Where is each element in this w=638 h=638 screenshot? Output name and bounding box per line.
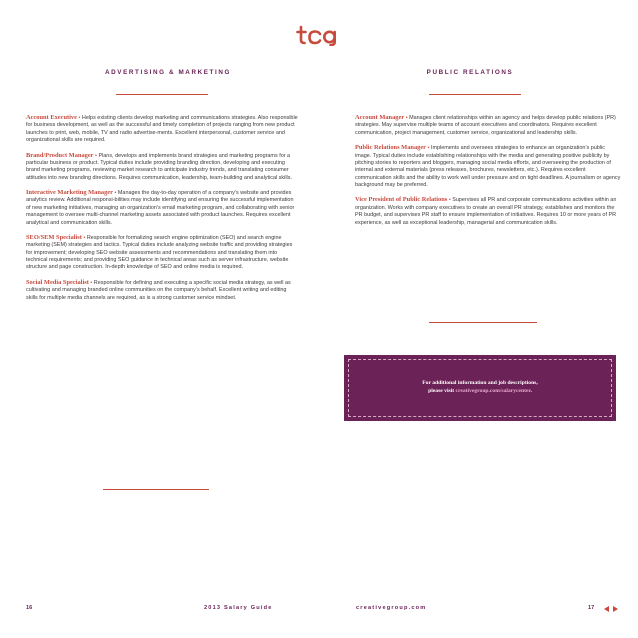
job-title: Account Manager xyxy=(355,114,405,121)
callout-suffix: . xyxy=(530,388,532,394)
job-title: Brand/Product Manager xyxy=(26,151,94,159)
separator: • xyxy=(81,235,87,242)
salary-center-callout xyxy=(344,355,616,421)
page-number-left: 16 xyxy=(26,605,33,611)
job-title: Account Executive xyxy=(26,114,77,121)
heading-rule-left xyxy=(116,94,208,95)
callout-line-2 xyxy=(344,387,616,395)
separator: • xyxy=(447,197,453,204)
job-title: SEO/SEM Specialist xyxy=(26,234,82,242)
callout-text xyxy=(344,379,616,395)
page-number-right: 17 xyxy=(588,605,595,611)
job-description: Responsible for defining and executing a specific social media strategy, as well as cultivating and managing branded online communities on the company’s behalf. Excellent writing and editing skills for multiple media channels are required, as is a strong customer service mindset. xyxy=(26,279,291,301)
section-heading-public-relations: PUBLIC RELATIONS xyxy=(426,69,514,76)
bottom-rule-right xyxy=(429,322,537,323)
separator: • xyxy=(93,152,99,159)
job-entry-public-relations-manager xyxy=(355,144,621,189)
separator: • xyxy=(112,190,118,197)
triangle-right-icon[interactable] xyxy=(613,606,618,612)
triangle-left-icon[interactable] xyxy=(604,606,609,612)
job-entry-account-executive xyxy=(26,114,298,144)
job-description: Supervises all PR and corporate communications activities within an organization. Works with company executives to create an overall PR strategy, establishes and monitors the PR budget, and supervises PR staff to ensure implementation of initiatives. Requires 10 or more years of PR experience, as well as exceptional leadership, managerial and communication skills. xyxy=(355,197,617,226)
job-entry-account-manager xyxy=(355,114,621,137)
tcg-logo-icon xyxy=(296,24,342,46)
tcg-logo-graphic xyxy=(296,24,342,46)
footer-guide-title: 2013 Salary Guide xyxy=(204,605,273,611)
callout-prefix: please visit xyxy=(428,388,456,394)
job-description: Manages client relationships within an agency and helps develop public relations (PR) strategies. May supervise multiple teams of account executives and coordinators. Requires excellent communication, project management, customer service, organizational and leadership skills. xyxy=(355,115,616,136)
job-title: Interactive Marketing Manager xyxy=(26,189,113,197)
separator: • xyxy=(76,115,82,121)
job-entry-brand-product-manager xyxy=(26,152,298,182)
job-description: Manages the day-to-day operation of a company’s website and provides analytics review. Additional responsi-bilities may include identifying and ensuring the successful implementation of new marketing initiatives, managing an organization’s email marketing program, and collaborating with senior management to oversee multi-channel marketing assets associated with product launches. Requires excellent analytical and communication skills. xyxy=(26,190,295,226)
advertising-marketing-column xyxy=(26,114,298,309)
job-entry-interactive-marketing-manager xyxy=(26,189,298,227)
job-title: Public Relations Manager xyxy=(355,144,427,152)
bottom-rule-left xyxy=(103,489,209,490)
job-entry-seo-sem-specialist xyxy=(26,234,298,272)
job-description: Helps existing clients develop marketing and communications strategies. Also responsible for business development, as well as the successful and timely completion of projects ranging from new product launches to print, web, mobile, TV and radio advertise-ments. Excellent interpersonal, customer service and organizational skills are required. xyxy=(26,115,298,144)
job-title: Social Media Specialist xyxy=(26,278,89,286)
separator: • xyxy=(88,279,94,286)
separator: • xyxy=(426,145,431,152)
salary-center-link[interactable]: creativegroup.com/salarycenter xyxy=(455,388,531,394)
separator: • xyxy=(404,115,410,121)
footer-website[interactable]: creativegroup.com xyxy=(356,605,427,611)
job-description: Responsible for formalizing search engine optimization (SEO) and search engine marketing (SEM) strategies and tactics. Typical duties include analyzing website traffic and providing strategies for improvement; developing SEO website assessments and recommendations and translating them into technical requirements; and providing SEO guidance in technical areas such as server infrastructure, website structure and page construction. In-depth knowledge of SEO and online media is required. xyxy=(26,235,293,271)
job-entry-vp-public-relations xyxy=(355,196,621,226)
section-heading-advertising-marketing: ADVERTISING & MARKETING xyxy=(104,69,231,76)
callout-line-1: For additional information and job descriptions, xyxy=(422,380,538,386)
job-description: Plans, develops and implements brand strategies and marketing programs for a particular business or product. Typical duties include providing branding direction, developing and executing brand marketing programs, reviewing market research to anticipate industry trends, and translating consumer attitudes into new branding directions. Requires communication, leadership, team-building and analytical skills. xyxy=(26,152,292,181)
public-relations-column xyxy=(355,114,621,234)
heading-rule-right xyxy=(429,94,521,95)
job-entry-social-media-specialist xyxy=(26,279,298,302)
job-title: Vice President of Public Relations xyxy=(355,196,448,204)
job-description: Implements and oversees strategies to enhance an organization’s public image. Typical duties include establishing relationships with the media and generating positive publicity by pitching stories to reporters and bloggers, managing social media efforts, and overseeing the production of internal and external materials (press releases, brochures, newsletters, etc.). Requires excellent communication skills and the ability to work well under pressure and on tight deadlines. A journalism or agency background may be preferred. xyxy=(355,145,621,188)
